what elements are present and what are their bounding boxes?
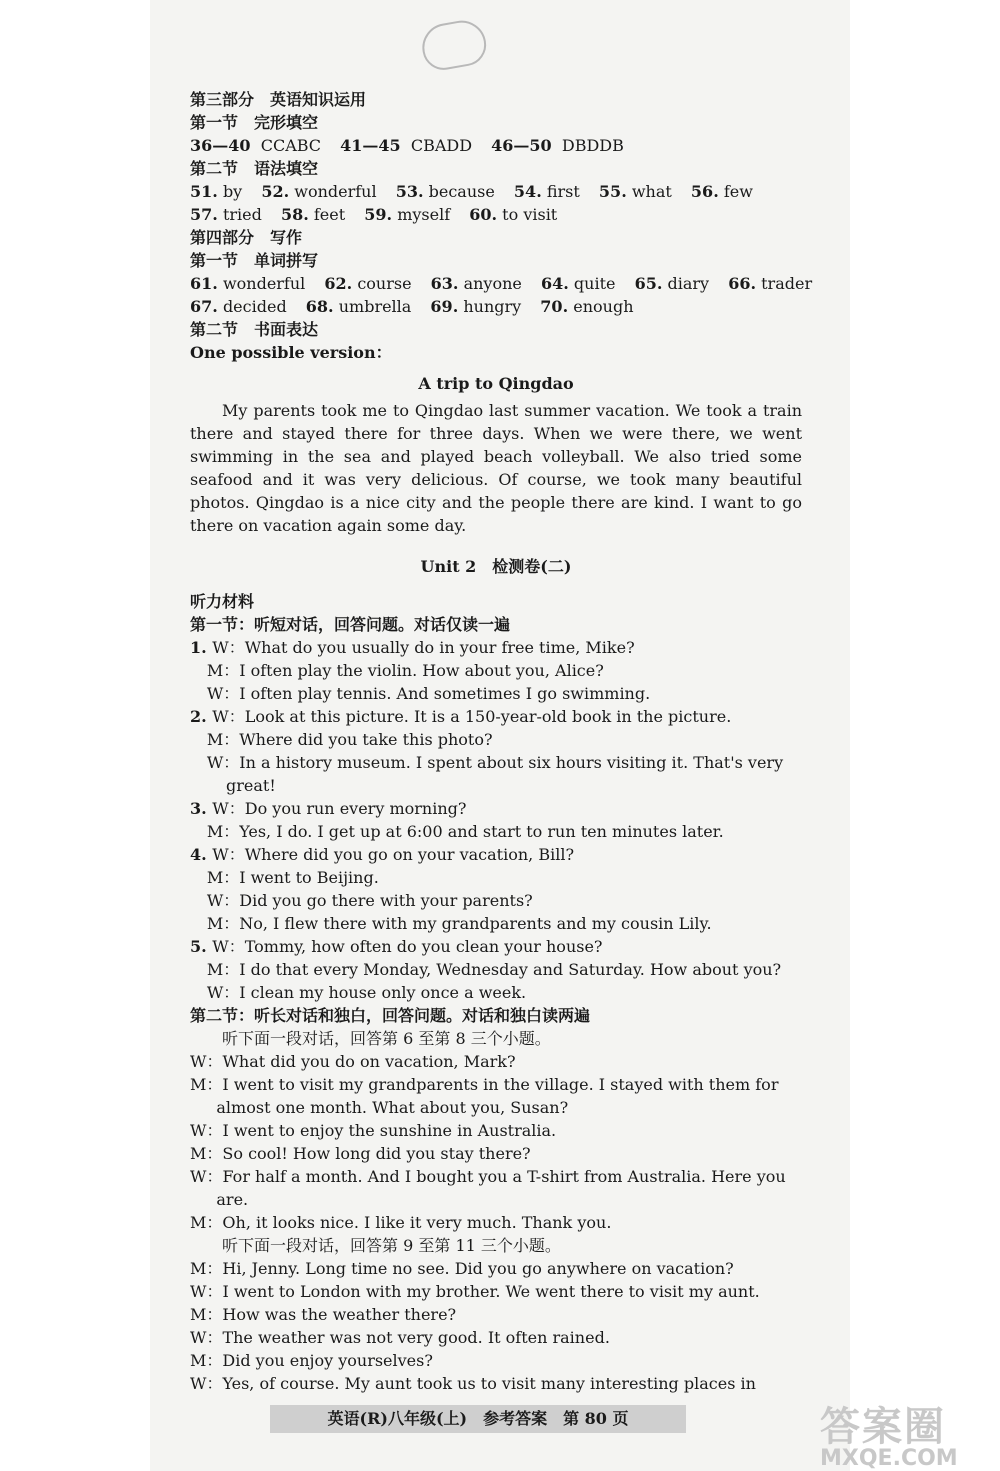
dialog-line bbox=[190, 1142, 802, 1165]
item-answer: tried bbox=[222, 205, 262, 224]
dialog-line bbox=[190, 682, 802, 705]
speaker: M： bbox=[190, 1259, 223, 1278]
listening-sec2-heading: 第二节：听长对话和独白，回答问题。对话和独白读两遍 bbox=[190, 1006, 591, 1025]
cloze-answer: CCABC bbox=[260, 136, 322, 155]
item-number: 67. bbox=[190, 297, 218, 316]
item-number: 65. bbox=[634, 274, 663, 293]
item-answer: feet bbox=[313, 205, 346, 224]
dialog-line bbox=[190, 981, 802, 1004]
item-answer: what bbox=[631, 182, 672, 201]
cloze-answer: DBDDB bbox=[561, 136, 624, 155]
grammar-answers-row2 bbox=[190, 203, 802, 226]
utterance: I clean my house only once a week. bbox=[239, 983, 527, 1002]
utterance: In a history museum. I spent about six hours visiting it. That's very great! bbox=[226, 753, 784, 795]
item-number: 62. bbox=[324, 274, 353, 293]
speaker: W： bbox=[190, 1052, 223, 1071]
utterance: What did you do on vacation, Mark? bbox=[222, 1052, 516, 1071]
cloze-range: 41—45 bbox=[340, 136, 401, 155]
watermark bbox=[820, 1395, 958, 1471]
speaker: M： bbox=[206, 730, 240, 749]
dialog-line bbox=[190, 843, 802, 866]
utterance: I went to London with my brother. We went there to visit my aunt. bbox=[222, 1282, 760, 1301]
utterance: I do that every Monday, Wednesday and Saturday. How about you? bbox=[239, 960, 782, 979]
essay-title: A trip to Qingdao bbox=[418, 374, 574, 393]
item-number: 68. bbox=[305, 297, 334, 316]
cloze-answer: CBADD bbox=[410, 136, 473, 155]
item-answer: few bbox=[723, 182, 753, 201]
speaker: W： bbox=[190, 1282, 223, 1301]
speaker: M： bbox=[206, 914, 240, 933]
question-number: 1. bbox=[190, 638, 213, 657]
utterance: Oh, it looks nice. I like it very much. Thank you. bbox=[222, 1213, 612, 1232]
speaker: W： bbox=[190, 1121, 223, 1140]
item-number: 60. bbox=[469, 205, 498, 224]
speaker: W： bbox=[212, 707, 245, 726]
utterance: Look at this picture. It is a 150-year-old book in the picture. bbox=[244, 707, 732, 726]
cloze-range: 46—50 bbox=[491, 136, 552, 155]
essay-body: My parents took me to Qingdao last summer vacation. We took a train there and stayed there for three days. When we were there, we went swimming in the sea and played beach volleyball. We also tried some seafood and it was very delicious. Of course, we took many beautiful photos. Qingdao is a nice city and the people there are kind. I want to go there on vacation again some day. bbox=[190, 401, 802, 535]
page-footer: 英语(R)八年级(上) 参考答案 第 80 页 bbox=[270, 1405, 686, 1433]
speaker: W： bbox=[212, 845, 245, 864]
item-number: 66. bbox=[728, 274, 757, 293]
item-answer: by bbox=[222, 182, 243, 201]
utterance: How was the weather there? bbox=[222, 1305, 457, 1324]
item-number: 51. bbox=[190, 182, 218, 201]
dialog-line bbox=[190, 1211, 802, 1234]
dialog-intro: 听下面一段对话，回答第 6 至第 8 三个小题。 bbox=[222, 1029, 551, 1048]
listening-sec1-heading: 第一节：听短对话，回答问题。对话仅读一遍 bbox=[190, 615, 511, 634]
short-dialogs bbox=[190, 636, 802, 1004]
dialog-line bbox=[190, 1303, 802, 1326]
speaker: M： bbox=[206, 822, 240, 841]
speaker: M： bbox=[190, 1075, 223, 1094]
item-answer: umbrella bbox=[338, 297, 412, 316]
speaker: W： bbox=[206, 684, 240, 703]
long-dialog-1 bbox=[190, 1050, 802, 1234]
speaker: W： bbox=[206, 891, 240, 910]
item-number: 54. bbox=[513, 182, 542, 201]
cloze-answers bbox=[190, 134, 802, 157]
item-answer: anyone bbox=[463, 274, 522, 293]
question-number: 4. bbox=[190, 845, 213, 864]
utterance: I went to visit my grandparents in the village. I stayed with them for almost one month. What about you, Susan? bbox=[216, 1075, 779, 1117]
watermark-url: MXQE.COM bbox=[820, 1446, 958, 1471]
speaker: M： bbox=[206, 868, 240, 887]
dialog-line bbox=[190, 659, 802, 682]
item-number: 52. bbox=[261, 182, 290, 201]
utterance: So cool! How long did you stay there? bbox=[222, 1144, 531, 1163]
item-answer: decided bbox=[222, 297, 287, 316]
part4-heading: 第四部分 写作 bbox=[190, 228, 303, 247]
dialog-line bbox=[190, 889, 802, 912]
utterance: Where did you take this photo? bbox=[239, 730, 493, 749]
stamp-mark bbox=[418, 17, 489, 73]
dialog-line bbox=[190, 1349, 802, 1372]
spelling-answers-row1 bbox=[190, 272, 813, 295]
dialog-intro: 听下面一段对话，回答第 9 至第 11 三个小题。 bbox=[222, 1236, 561, 1255]
dialog-line bbox=[190, 1119, 802, 1142]
item-answer: course bbox=[357, 274, 412, 293]
dialog-line bbox=[190, 1326, 802, 1349]
item-number: 70. bbox=[540, 297, 569, 316]
question-number: 5. bbox=[190, 937, 213, 956]
item-number: 59. bbox=[364, 205, 393, 224]
dialog-line bbox=[190, 958, 802, 981]
grammar-heading: 第二节 语法填空 bbox=[190, 159, 319, 178]
speaker: M： bbox=[190, 1351, 223, 1370]
speaker: M： bbox=[190, 1213, 223, 1232]
utterance: What do you usually do in your free time, Mike? bbox=[244, 638, 635, 657]
question-number: 3. bbox=[190, 799, 213, 818]
speaker: W： bbox=[190, 1167, 223, 1186]
utterance: Did you enjoy yourselves? bbox=[222, 1351, 433, 1370]
item-answer: first bbox=[546, 182, 580, 201]
speaker: W： bbox=[190, 1374, 223, 1393]
speaker: W： bbox=[206, 753, 240, 772]
utterance: Where did you go on your vacation, Bill? bbox=[244, 845, 575, 864]
utterance: The weather was not very good. It often rained. bbox=[222, 1328, 610, 1347]
cloze-range: 36—40 bbox=[190, 136, 251, 155]
long-dialog-2 bbox=[190, 1257, 802, 1395]
item-number: 63. bbox=[430, 274, 459, 293]
item-answer: because bbox=[428, 182, 495, 201]
writing-heading: 第二节 书面表达 bbox=[190, 320, 319, 339]
item-answer: wonderful bbox=[294, 182, 377, 201]
answer-content bbox=[190, 88, 813, 1395]
utterance: I often play the violin. How about you, Alice? bbox=[239, 661, 604, 680]
watermark-logo: 答案圈 bbox=[820, 1404, 946, 1450]
dialog-line bbox=[190, 728, 802, 751]
speaker: W： bbox=[206, 983, 240, 1002]
unit-title: Unit 2 检测卷(二) bbox=[420, 557, 572, 576]
dialog-line bbox=[190, 1165, 802, 1211]
utterance: Yes, of course. My aunt took us to visit many interesting places in bbox=[222, 1374, 756, 1393]
item-number: 53. bbox=[395, 182, 424, 201]
speaker: M： bbox=[206, 960, 240, 979]
speaker: W： bbox=[190, 1328, 223, 1347]
speaker: M： bbox=[206, 661, 240, 680]
utterance: Do you run every morning? bbox=[244, 799, 467, 818]
utterance: I went to enjoy the sunshine in Australia. bbox=[222, 1121, 557, 1140]
item-number: 56. bbox=[690, 182, 719, 201]
question-number: 2. bbox=[190, 707, 213, 726]
speaker: M： bbox=[190, 1144, 223, 1163]
item-number: 69. bbox=[430, 297, 459, 316]
speaker: M： bbox=[190, 1305, 223, 1324]
item-answer: myself bbox=[397, 205, 451, 224]
speaker: W： bbox=[212, 799, 245, 818]
dialog-line bbox=[190, 1257, 802, 1280]
speaker: W： bbox=[212, 638, 245, 657]
item-answer: trader bbox=[761, 274, 813, 293]
page-scan bbox=[150, 0, 850, 1471]
listening-heading: 听力材料 bbox=[190, 592, 255, 611]
utterance: For half a month. And I bought you a T-shirt from Australia. Here you are. bbox=[216, 1167, 786, 1209]
dialog-line bbox=[190, 636, 802, 659]
item-answer: to visit bbox=[502, 205, 558, 224]
item-number: 64. bbox=[540, 274, 569, 293]
utterance: Hi, Jenny. Long time no see. Did you go anywhere on vacation? bbox=[222, 1259, 734, 1278]
spelling-heading: 第一节 单词拼写 bbox=[190, 251, 319, 270]
item-number: 55. bbox=[598, 182, 627, 201]
essay-label: One possible version： bbox=[190, 343, 392, 362]
dialog-line bbox=[190, 820, 802, 843]
part3-heading: 第三部分 英语知识运用 bbox=[190, 90, 367, 109]
cloze-heading: 第一节 完形填空 bbox=[190, 113, 319, 132]
dialog-line bbox=[190, 935, 802, 958]
dialog-line bbox=[190, 866, 802, 889]
spelling-answers-row2 bbox=[190, 295, 802, 318]
dialog-line bbox=[190, 751, 802, 797]
item-number: 57. bbox=[190, 205, 218, 224]
item-answer: diary bbox=[667, 274, 710, 293]
dialog-line bbox=[190, 1372, 802, 1395]
item-number: 58. bbox=[280, 205, 309, 224]
item-number: 61. bbox=[190, 274, 218, 293]
utterance: Yes, I do. I get up at 6:00 and start to run ten minutes later. bbox=[239, 822, 724, 841]
dialog-line bbox=[190, 797, 802, 820]
speaker: W： bbox=[212, 937, 245, 956]
item-answer: enough bbox=[573, 297, 634, 316]
item-answer: quite bbox=[573, 274, 616, 293]
utterance: I went to Beijing. bbox=[239, 868, 379, 887]
item-answer: hungry bbox=[463, 297, 522, 316]
dialog-line bbox=[190, 912, 802, 935]
dialog-line bbox=[190, 705, 802, 728]
utterance: I often play tennis. And sometimes I go swimming. bbox=[239, 684, 651, 703]
grammar-answers-row1 bbox=[190, 180, 802, 203]
dialog-line bbox=[190, 1050, 802, 1073]
utterance: Tommy, how often do you clean your house? bbox=[244, 937, 603, 956]
dialog-line bbox=[190, 1073, 802, 1119]
utterance: No, I flew there with my grandparents and my cousin Lily. bbox=[239, 914, 712, 933]
dialog-line bbox=[190, 1280, 802, 1303]
item-answer: wonderful bbox=[222, 274, 306, 293]
utterance: Did you go there with your parents? bbox=[239, 891, 533, 910]
